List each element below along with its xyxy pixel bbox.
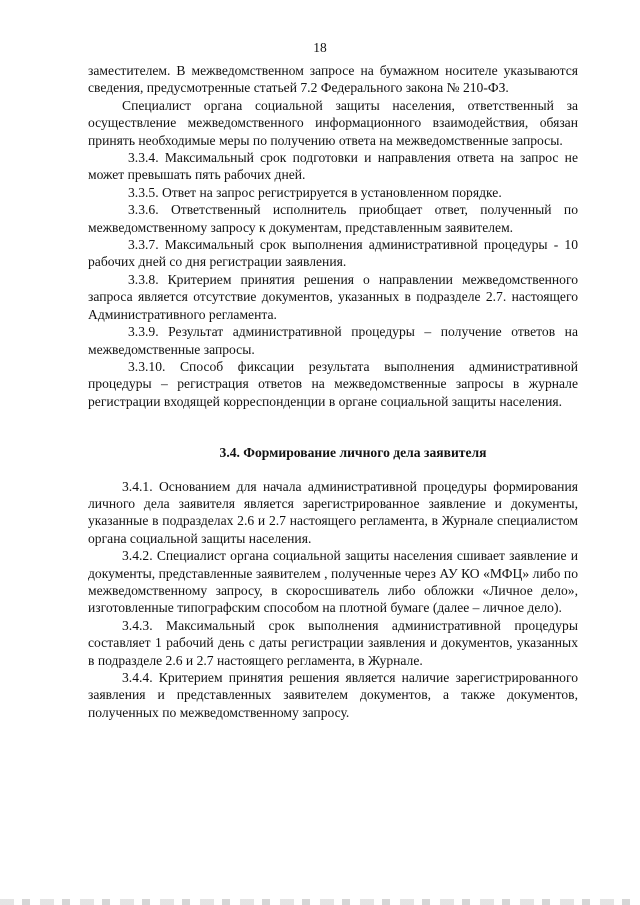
paragraph-3-3-9: 3.3.9. Результат административной процедуры – получение ответов на межведомственные запросы. — [88, 324, 578, 357]
scan-edge-artifact — [0, 899, 640, 905]
paragraph-specialist-duties: Специалист органа социальной защиты населения, ответственный за осуществление межведомственного информационного взаимодействия, обязан принять необходимые меры по получению ответа на межведомственные запросы. — [88, 97, 578, 148]
paragraph-continuation: заместителем. В межведомственном запросе на бумажном носителе указываются сведения, предусмотренные статьей 7.2 Федерального закона № 210-ФЗ. — [88, 63, 578, 96]
paragraph-3-4-2: 3.4.2. Специалист органа социальной защиты населения сшивает заявление и документы, представленные заявителем , полученные через АУ КО «МФЦ» либо по межведомственному запросу, в скоросшиватель либо обложки «Личное дело», изготовленные типографским способом на плотной бумаге (далее – личное дело). — [88, 548, 578, 616]
paragraph-3-3-8: 3.3.8. Критерием принятия решения о направлении межведомственного запроса является отсутствие документов, указанных в подразделе 2.7. настоящего Административного регламента. — [88, 271, 578, 322]
paragraph-3-3-4: 3.3.4. Максимальный срок подготовки и направления ответа на запрос не может превышать пять рабочих дней. — [88, 150, 578, 183]
page-number: 18 — [313, 40, 327, 55]
paragraph-3-3-5: 3.3.5. Ответ на запрос регистрируется в установленном порядке. — [128, 184, 502, 200]
paragraph-3-4-4: 3.4.4. Критерием принятия решения является наличие зарегистрированного заявления и представленных заявителем документов, а также документов, полученных по межведомственному запросу. — [88, 670, 578, 720]
document-body — [88, 62, 578, 721]
paragraph-3-4-1: 3.4.1. Основанием для начала административной процедуры формирования личного дела заявителя является зарегистрированное заявление и документы, указанные в подразделах 2.6 и 2.7 настоящего регламента, в Журнале специалистом органа социальной защиты населения. — [88, 478, 578, 546]
paragraph-3-3-6: 3.3.6. Ответственный исполнитель приобщает ответ, полученный по межведомственному запросу к документам, представленным заявителем. — [88, 202, 578, 235]
paragraph-3-3-7: 3.3.7. Максимальный срок выполнения административной процедуры - 10 рабочих дней со дня регистрации заявления. — [88, 237, 578, 270]
paragraph-3-4-3: 3.4.3. Максимальный срок выполнения административной процедуры составляет 1 рабочий день с даты регистрации заявления и документов, указанных в подразделе 2.6 и 2.7 настоящего регламента, в Журнале. — [88, 617, 578, 668]
paragraph-3-3-10: 3.3.10. Способ фиксации результата выполнения административной процедуры – регистрация ответов на межведомственные запросы в журнале регистрации входящей корреспонденции в органе социальной защиты населения. — [88, 358, 578, 409]
section-heading: 3.4. Формирование личного дела заявителя — [219, 445, 487, 461]
